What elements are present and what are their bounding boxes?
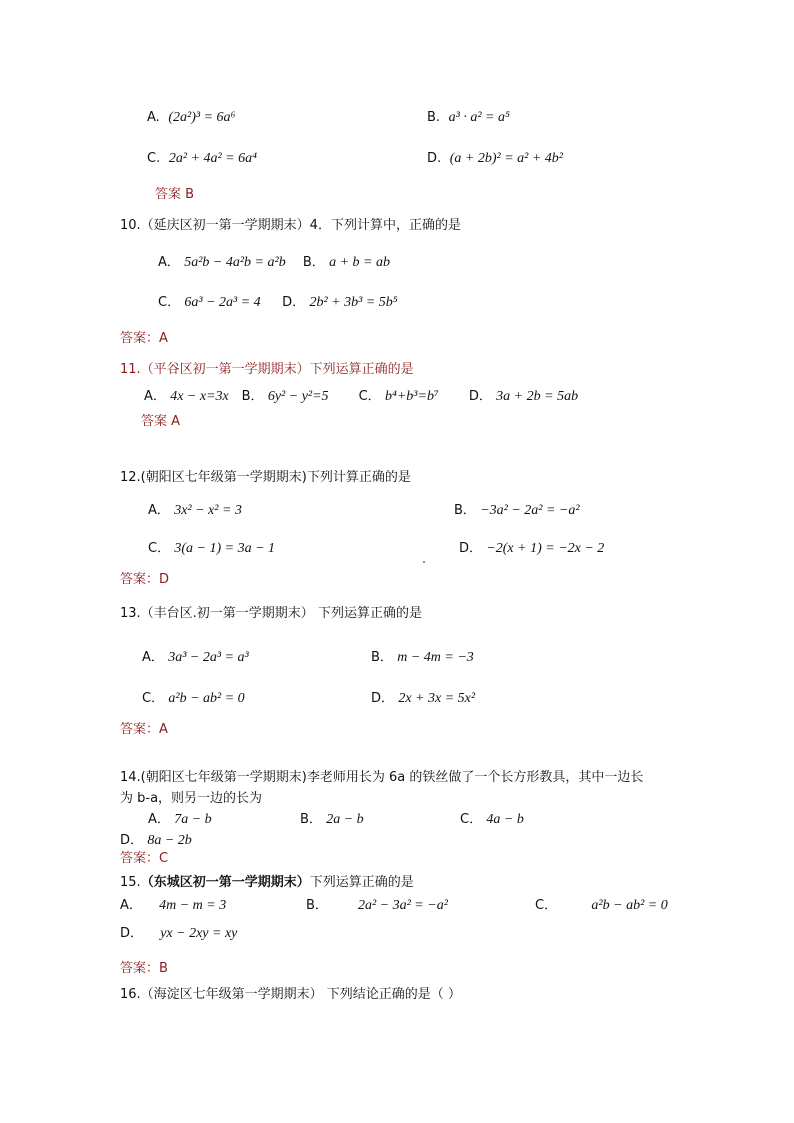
q10-options-ab [158, 253, 390, 272]
q10-option-c-math: 6a³ − 2a³ = 4 [184, 295, 261, 310]
q9-option-c [147, 149, 257, 168]
q11-option-b-math: 6y² − y²=5 [267, 389, 329, 404]
q15-option-b-math: 2a² − 3a² = −a² [357, 898, 448, 913]
q15-option-b [306, 896, 448, 915]
q11-stem: 11.（平谷区初一第一学期期末）下列运算正确的是 [120, 362, 414, 377]
q15-option-c [535, 896, 668, 915]
q15-stem-number: 15. [120, 875, 141, 890]
q15-stem-source: （东城区初一第一学期期末） [140, 875, 310, 890]
q13-option-b-math: m − 4m = −3 [397, 650, 474, 665]
q12-option-d-math: −2(x + 1) = −2x − 2 [486, 541, 605, 556]
q15-option-b-label: B． [306, 898, 328, 913]
q11-options [144, 387, 578, 406]
q12-stem: 12.(朝阳区七年级第一学期期末)下列计算正确的是 [120, 470, 411, 485]
q15-stem [120, 874, 414, 892]
q10-option-d-math: 2b² + 3b³ = 5b⁵ [309, 295, 398, 310]
q15-option-d [120, 924, 237, 943]
q11-answer: 答案 A [141, 414, 181, 429]
q11-option-c-math: b⁴+b³=b⁷ [384, 389, 439, 404]
q14-option-b-label: B． [300, 812, 322, 827]
q14-option-c-label: C． [460, 812, 483, 827]
q14-option-a-label: A． [148, 812, 170, 827]
q12-option-b [454, 501, 580, 520]
q12-option-c-math: 3(a − 1) = 3a − 1 [174, 541, 276, 556]
q14-option-b [300, 810, 364, 829]
q10-option-b-label: B． [302, 255, 325, 270]
q11-option-d-math: 3a + 2b = 5ab [496, 389, 579, 404]
q11-option-d-label: D． [468, 389, 492, 404]
q11-option-b-label: B． [241, 389, 264, 404]
q9-option-d [427, 149, 563, 168]
q14-option-b-math: 2a − b [326, 812, 364, 827]
q13-option-a-math: 3a³ − 2a³ = a³ [168, 650, 249, 665]
q11-option-c-label: C． [358, 389, 381, 404]
q9-option-a-label: A. [147, 110, 160, 125]
q9-option-c-math: 2a² + 4a² = 6a⁴ [168, 151, 257, 166]
stray-dot [423, 561, 425, 563]
q12-option-c-label: C． [148, 541, 171, 556]
q10-stem: 10.（延庆区初一第一学期期末）4．下列计算中，正确的是 [120, 218, 461, 233]
q14-option-d [120, 831, 192, 850]
q13-option-b [371, 648, 474, 667]
q15-option-a-label: A． [120, 898, 142, 913]
q13-option-d [371, 689, 475, 708]
q10-option-d-label: D． [282, 295, 306, 310]
q9-option-d-math: (a + 2b)² = a² + 4b² [449, 151, 564, 166]
q9-option-b-label: B. [427, 110, 441, 125]
q13-stem: 13.（丰台区.初一第一学期期末） 下列运算正确的是 [120, 606, 422, 621]
q15-option-a [120, 896, 226, 915]
q15-option-a-math: 4m − m = 3 [159, 898, 227, 913]
q12-option-a [148, 501, 242, 520]
q14-option-d-label: D． [120, 833, 144, 848]
q12-option-a-math: 3x² − x² = 3 [174, 503, 242, 518]
q9-option-b-math: a³ · a² = a⁵ [448, 110, 510, 125]
q14-options-abc [148, 810, 212, 829]
q12-option-b-label: B． [454, 503, 476, 518]
q10-option-b-math: a + b = ab [329, 255, 390, 270]
q12-option-d-label: D． [459, 541, 483, 556]
q9-option-b [427, 108, 510, 127]
q13-option-c-math: a²b − ab² = 0 [168, 691, 245, 706]
q14-option-a-math: 7a − b [174, 812, 212, 827]
q9-answer: 答案 B [155, 187, 195, 202]
q16-stem: 16.（海淀区七年级第一学期期末） 下列结论正确的是（ ） [120, 987, 461, 1002]
q9-option-a [147, 108, 235, 127]
q10-answer: 答案：A [120, 331, 168, 346]
q13-option-c [142, 689, 245, 708]
q12-option-b-math: −3a² − 2a² = −a² [480, 503, 580, 518]
q13-option-a-label: A． [142, 650, 164, 665]
q13-option-b-label: B． [371, 650, 393, 665]
q10-option-c-label: C． [158, 295, 181, 310]
q14-stem-line1: 14.(朝阳区七年级第一学期期末)李老师用长为 6a 的铁丝做了一个长方形教具，其中一边长 [120, 770, 644, 785]
q9-option-a-math: (2a²)³ = 6a⁶ [168, 110, 236, 125]
q13-option-a [142, 648, 249, 667]
q10-options-cd [158, 293, 398, 312]
q9-option-d-label: D. [427, 151, 442, 166]
q12-option-d [459, 539, 604, 558]
q13-option-c-label: C． [142, 691, 165, 706]
q9-option-c-label: C. [147, 151, 161, 166]
q15-stem-text: 下列运算正确的是 [309, 875, 414, 890]
q12-answer: 答案：D [120, 572, 170, 587]
q13-option-d-label: D． [371, 691, 395, 706]
q14-option-d-math: 8a − 2b [147, 833, 192, 848]
q14-stem-line2: 为 b-a，则另一边的长为 [120, 791, 263, 806]
q15-option-c-math: a²b − ab² = 0 [591, 898, 668, 913]
q14-option-c-math: 4a − b [486, 812, 524, 827]
q13-option-d-math: 2x + 3x = 5x² [398, 691, 476, 706]
q15-option-d-math: yx − 2xy = xy [160, 926, 238, 941]
q12-option-c [148, 539, 275, 558]
q13-answer: 答案：A [120, 722, 168, 737]
q14-answer: 答案：C [120, 851, 169, 866]
q11-option-a-label: A． [144, 389, 166, 404]
q12-option-a-label: A． [148, 503, 170, 518]
q11-option-a-math: 4x − x=3x [170, 389, 229, 404]
q14-option-c [460, 810, 524, 829]
q15-answer: 答案：B [120, 961, 168, 976]
q10-option-a-label: A． [158, 255, 180, 270]
q10-option-a-math: 5a²b − 4a²b = a²b [184, 255, 286, 270]
q15-option-d-label: D． [120, 926, 144, 941]
q15-option-c-label: C． [535, 898, 558, 913]
